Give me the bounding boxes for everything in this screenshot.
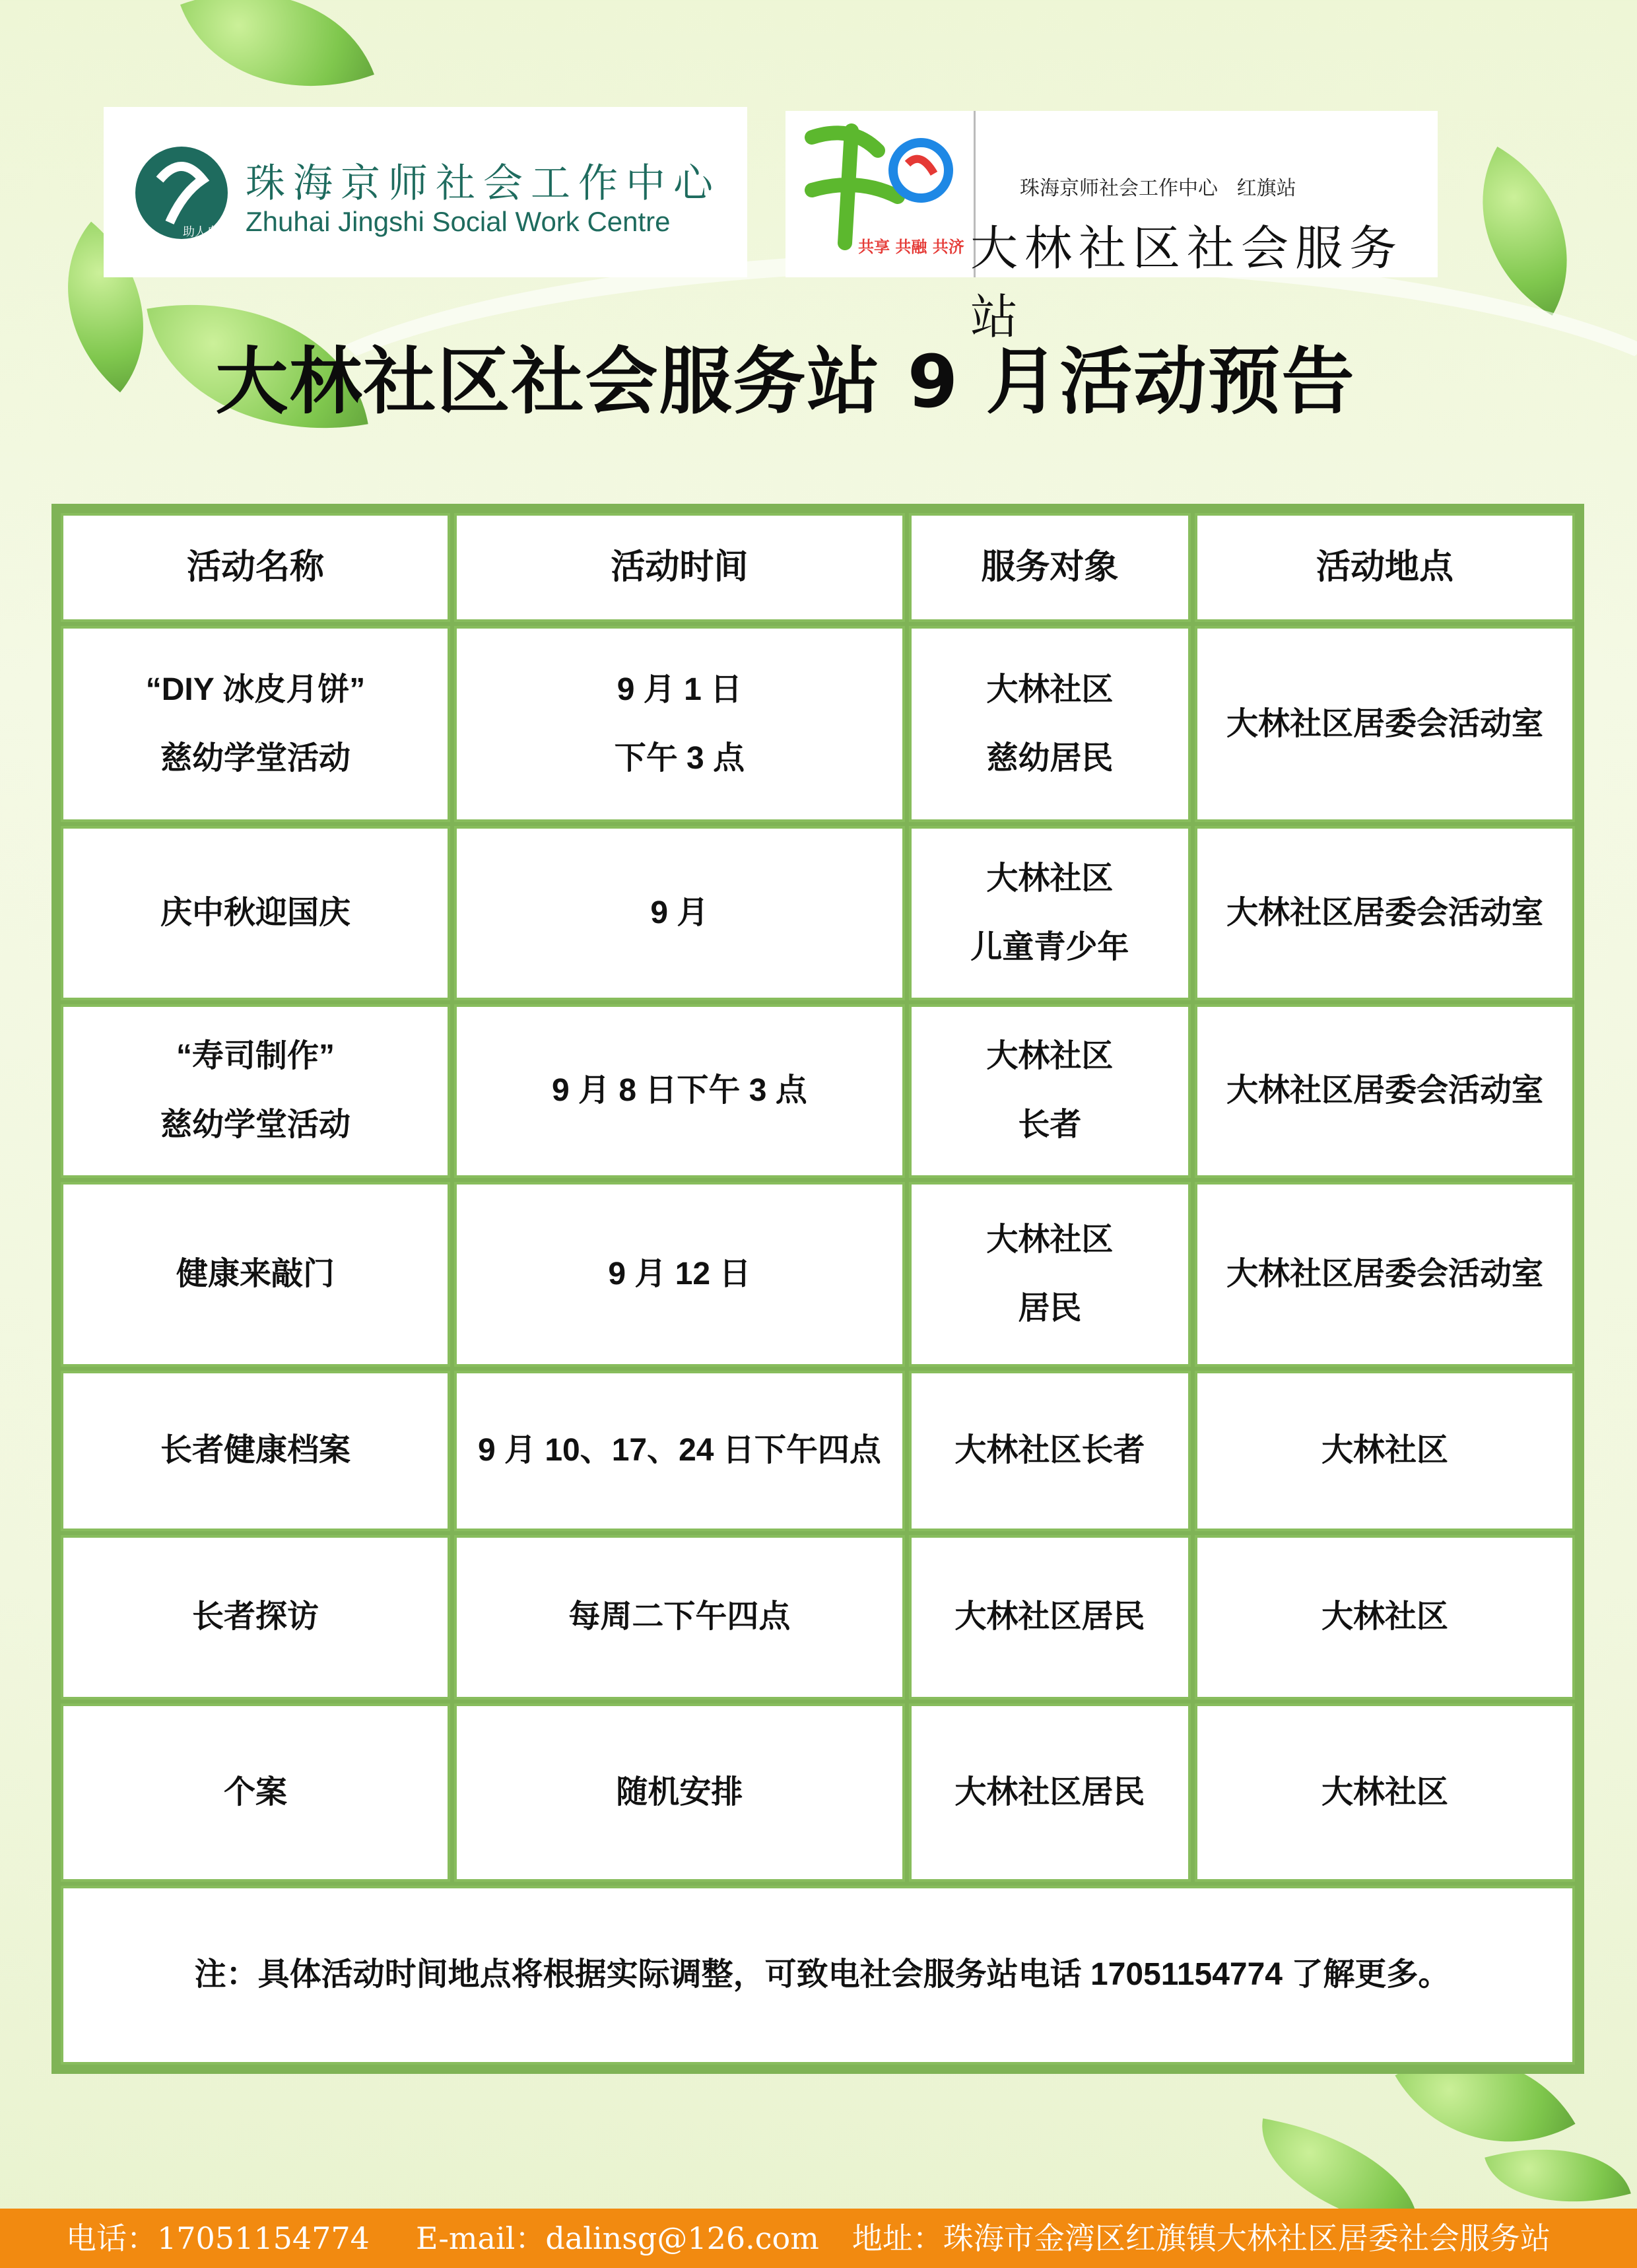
dalin-station-logo <box>785 111 1438 345</box>
cell-line: 大林社区 <box>986 671 1114 707</box>
activity-time-cell <box>454 1371 905 1531</box>
cell-line: 随机安排 <box>616 1774 743 1810</box>
activity-place-cell <box>1195 1535 1575 1700</box>
cell-line: 大林社区 <box>1321 1774 1449 1810</box>
footer-email: E-mail：dalinsg@126.com <box>415 2220 819 2256</box>
cell-line: 慈幼学堂活动 <box>160 1107 351 1143</box>
cell-line: 健康来敲门 <box>176 1256 335 1291</box>
cell-line: 大林社区居委会活动室 <box>1226 1256 1544 1291</box>
activity-table <box>51 504 1584 2074</box>
cell-line: 慈幼居民 <box>986 740 1114 776</box>
header-service-target: 服务对象 <box>909 513 1191 622</box>
cell-line: 9 月 <box>650 895 709 931</box>
service-target-cell <box>909 626 1191 823</box>
cell-line: 长者 <box>1018 1107 1082 1143</box>
station-name: 大林社区社会服务站 <box>970 221 1404 345</box>
footer-address: 地址：珠海市金湾区红旗镇大林社区居委社会服务站 <box>852 2220 1551 2256</box>
table-row <box>61 1535 1575 1700</box>
cell-line: 儿童青少年 <box>970 930 1129 965</box>
header-activity-place: 活动地点 <box>1195 513 1575 622</box>
table-row <box>61 1182 1575 1366</box>
cell-line: 大林社区长者 <box>954 1433 1145 1468</box>
cell-line: 大林社区居民 <box>954 1774 1145 1810</box>
cell-line: 9 月 1 日 <box>617 671 743 707</box>
table-row <box>61 1371 1575 1531</box>
jingshi-name-en: Zhuhai Jingshi Social Work Centre <box>246 206 671 237</box>
activity-time-cell <box>454 1004 905 1178</box>
footer-phone: 电话：17051154774 <box>66 2220 370 2256</box>
cell-line: 慈幼学堂活动 <box>160 740 351 776</box>
cell-line: 大林社区居委会活动室 <box>1226 895 1544 931</box>
activity-time-cell <box>454 1535 905 1700</box>
cell-line: 居民 <box>1018 1290 1082 1326</box>
activity-time-cell <box>454 1182 905 1366</box>
cell-line: 9 月 8 日下午 3 点 <box>552 1073 807 1109</box>
service-target-cell <box>909 826 1191 1000</box>
activity-place-cell <box>1195 1703 1575 1881</box>
cell-line: 庆中秋迎国庆 <box>160 895 351 931</box>
activity-name-cell <box>61 1004 450 1178</box>
station-tagline: 共享 共融 共济 <box>858 238 964 256</box>
activity-place-cell <box>1195 826 1575 1000</box>
activity-place-cell <box>1195 626 1575 823</box>
activity-time-cell <box>454 826 905 1000</box>
activity-name-cell <box>61 1535 450 1700</box>
cell-line: 大林社区 <box>1321 1433 1449 1468</box>
leaf-decoration <box>1438 147 1611 316</box>
cell-line: 长者探访 <box>191 1599 319 1635</box>
service-target-cell <box>909 1535 1191 1700</box>
activity-schedule-table <box>57 509 1579 2069</box>
activity-time-cell <box>454 1703 905 1881</box>
cell-line: 9 月 12 日 <box>608 1256 751 1291</box>
service-target-cell <box>909 1004 1191 1178</box>
table-row <box>61 1004 1575 1178</box>
cell-line: 大林社区 <box>986 1221 1114 1257</box>
header-activity-name: 活动名称 <box>61 513 450 622</box>
cell-line: 大林社区居民 <box>954 1599 1145 1635</box>
cell-line: 个案 <box>223 1774 287 1810</box>
cell-line: 大林社区 <box>1321 1599 1449 1635</box>
cell-line: “寿司制作” <box>176 1039 335 1074</box>
station-subtitle: 珠海京师社会工作中心 红旗站 <box>1020 177 1296 200</box>
activity-place-cell <box>1195 1004 1575 1178</box>
activity-name-cell <box>61 1371 450 1531</box>
table-row <box>61 826 1575 1000</box>
service-target-cell <box>909 1182 1191 1366</box>
activity-name-cell <box>61 1703 450 1881</box>
cell-line: 长者健康档案 <box>160 1433 351 1468</box>
service-target-cell <box>909 1703 1191 1881</box>
table-header-row <box>61 513 1575 622</box>
activity-time-cell <box>454 626 905 823</box>
jingshi-logo <box>104 107 747 277</box>
activity-name-cell <box>61 1182 450 1366</box>
cell-line: 大林社区 <box>986 861 1114 897</box>
cell-line: 大林社区居委会活动室 <box>1226 1073 1544 1109</box>
jingshi-name-cn: 珠海京师社会工作中心 <box>246 160 721 207</box>
cell-line: “DIY 冰皮月饼” <box>145 671 366 707</box>
jingshi-seal-text: 助人自助 <box>183 225 230 239</box>
cell-line: 大林社区居委会活动室 <box>1226 706 1544 741</box>
service-target-cell <box>909 1371 1191 1531</box>
cell-line: 每周二下午四点 <box>568 1599 791 1635</box>
contact-footer <box>0 2209 1637 2268</box>
table-note: 注：具体活动时间地点将根据实际调整，可致电社会服务站电话 17051154774 了解更多。 <box>61 1886 1575 2065</box>
table-row <box>61 626 1575 823</box>
activity-name-cell <box>61 626 450 823</box>
table-row <box>61 1703 1575 1881</box>
header-activity-time: 活动时间 <box>454 513 905 622</box>
cell-line: 大林社区 <box>986 1039 1114 1074</box>
cell-line: 下午 3 点 <box>614 740 745 776</box>
page-title: 大林社区社会服务站 9 月活动预告 <box>215 339 1356 424</box>
activity-place-cell <box>1195 1371 1575 1531</box>
cell-line: 9 月 10、17、24 日下午四点 <box>477 1433 881 1468</box>
activity-name-cell <box>61 826 450 1000</box>
note-row <box>61 1886 1575 2065</box>
activity-place-cell <box>1195 1182 1575 1366</box>
